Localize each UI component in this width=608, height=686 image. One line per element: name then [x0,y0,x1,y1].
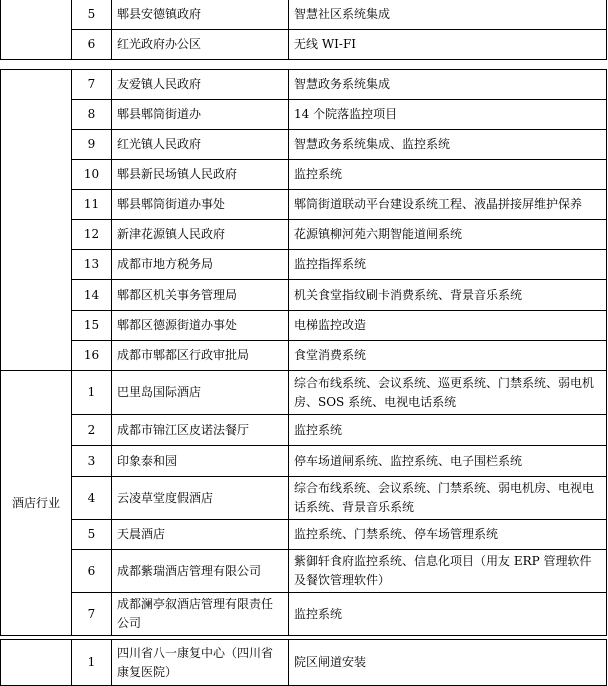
row-number: 5 [72,0,112,30]
category-hotel: 酒店行业 [1,371,72,636]
project-name: 食堂消费系统 [289,341,607,371]
category-cell [1,70,72,371]
project-name: 综合布线系统、会议系统、门禁系统、弱电机房、电视电话系统、背景音乐系统 [289,477,607,520]
unit-name: 郫县安德镇政府 [112,0,289,30]
unit-name: 郫都区德源街道办事处 [112,311,289,341]
unit-name: 云凌草堂度假酒店 [112,477,289,520]
row-number: 8 [72,100,112,130]
project-name: 监控系统 [289,160,607,190]
table-row [1,593,607,636]
unit-name: 成都市地方税务局 [112,250,289,280]
row-number: 15 [72,311,112,341]
project-table-bottom [0,639,607,686]
table-row [1,250,607,280]
row-number: 10 [72,160,112,190]
project-name: 智慧社区系统集成 [289,0,607,30]
project-name: 郫筒街道联动平台建设系统工程、液晶拼接屏维护保养 [289,190,607,220]
row-number: 11 [72,190,112,220]
row-number: 2 [72,415,112,446]
project-name: 综合布线系统、会议系统、巡更系统、门禁系统、弱电机房、SOS 系统、电视电话系统 [289,371,607,415]
row-number: 16 [72,341,112,371]
table-row [1,70,607,100]
row-number: 12 [72,220,112,250]
table-row [1,341,607,371]
project-name: 监控系统 [289,593,607,636]
category-cell [1,640,72,686]
unit-name: 郫县郫筒街道办事处 [112,190,289,220]
project-name: 院区闸道安装 [289,640,607,686]
unit-name: 红光政府办公区 [112,30,289,60]
unit-name: 巴里岛国际酒店 [112,371,289,415]
row-number: 5 [72,520,112,550]
unit-name: 郫县新民场镇人民政府 [112,160,289,190]
table-row [1,446,607,477]
project-name: 监控系统 [289,415,607,446]
project-name: 智慧政务系统集成 [289,70,607,100]
project-name: 电梯监控改造 [289,311,607,341]
table-row [1,0,607,30]
row-number: 9 [72,130,112,160]
row-number: 6 [72,30,112,60]
project-name: 花源镇柳河苑六期智能道闸系统 [289,220,607,250]
table-row [1,130,607,160]
unit-name: 印象泰和园 [112,446,289,477]
unit-name: 友爱镇人民政府 [112,70,289,100]
row-number: 3 [72,446,112,477]
table-row [1,280,607,311]
unit-name: 成都澜亭叙酒店管理有限责任公司 [112,593,289,636]
project-table-main [0,69,607,636]
table-row [1,160,607,190]
row-number: 14 [72,280,112,311]
table-row [1,550,607,593]
project-name: 监控指挥系统 [289,250,607,280]
unit-name: 成都市锦江区皮诺法餐厅 [112,415,289,446]
project-name: 紫御轩食府监控系统、信息化项目（用友 ERP 管理软件及餐饮管理软件） [289,550,607,593]
table-row [1,190,607,220]
table-row [1,520,607,550]
unit-name: 郫县郫筒街道办 [112,100,289,130]
unit-name: 成都紫瑞酒店管理有限公司 [112,550,289,593]
project-name: 无线 WI-FI [289,30,607,60]
row-number: 6 [72,550,112,593]
table-row [1,415,607,446]
unit-name: 红光镇人民政府 [112,130,289,160]
table-row [1,311,607,341]
unit-name: 天晨酒店 [112,520,289,550]
row-number: 7 [72,593,112,636]
project-name: 监控系统、门禁系统、停车场管理系统 [289,520,607,550]
unit-name: 新津花源镇人民政府 [112,220,289,250]
project-name: 机关食堂指纹刷卡消费系统、背景音乐系统 [289,280,607,311]
project-name: 停车场道闸系统、监控系统、电子围栏系统 [289,446,607,477]
table-row [1,100,607,130]
project-name: 14 个院落监控项目 [289,100,607,130]
unit-name: 四川省八一康复中心（四川省康复医院） [112,640,289,686]
row-number: 4 [72,477,112,520]
table-row [1,30,607,60]
row-number: 13 [72,250,112,280]
row-number: 7 [72,70,112,100]
unit-name: 郫都区机关事务管理局 [112,280,289,311]
category-cell [1,0,72,60]
table-row [1,640,607,686]
table-row [1,371,607,415]
table-row [1,220,607,250]
row-number: 1 [72,371,112,415]
row-number: 1 [72,640,112,686]
table-row [1,477,607,520]
unit-name: 成都市郫都区行政审批局 [112,341,289,371]
project-table-top [0,0,607,60]
project-name: 智慧政务系统集成、监控系统 [289,130,607,160]
